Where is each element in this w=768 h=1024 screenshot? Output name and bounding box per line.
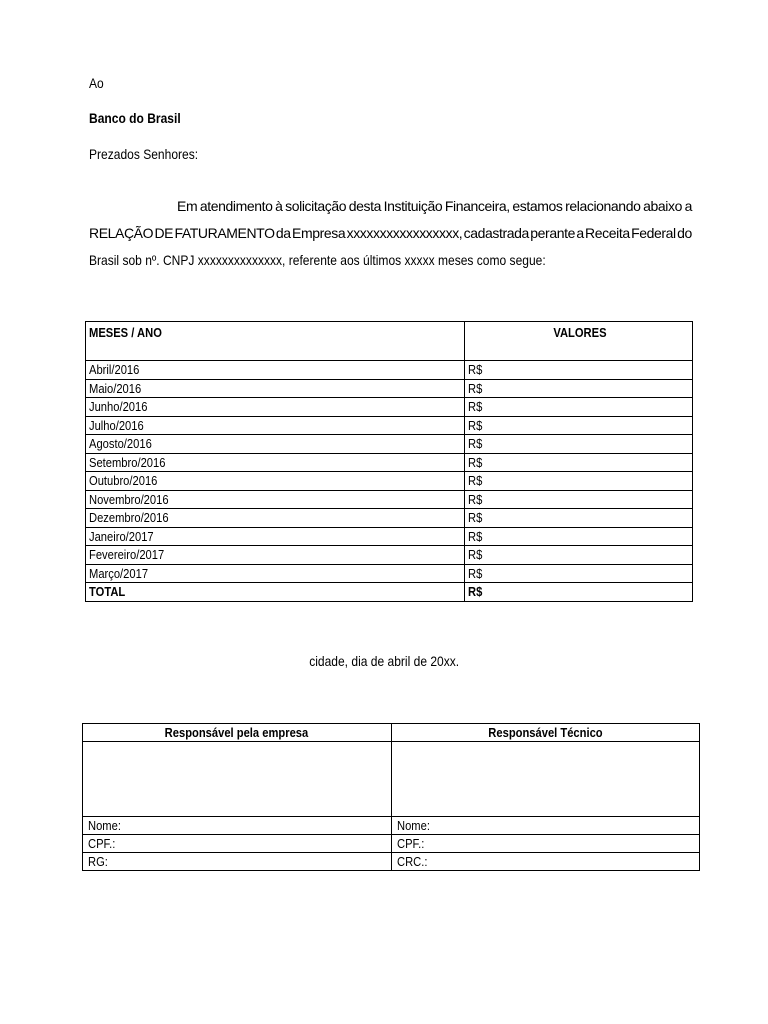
revenue-row xyxy=(86,546,693,565)
body-word: solicitação xyxy=(285,198,347,214)
bank-name: Banco do Brasil xyxy=(89,110,181,126)
left-signature-space xyxy=(83,742,392,817)
revenue-table-header xyxy=(86,322,693,361)
body-line-3: Brasil sob nº. CNPJ xxxxxxxxxxxxxx, referente aos últimos xxxxx meses como segue: xyxy=(89,252,546,268)
revenue-total-row xyxy=(86,583,693,602)
body-word: Financeira, xyxy=(444,198,510,214)
body-word: xxxxxxxxxxxxxxxxx, xyxy=(346,225,463,241)
value-cell: R$ xyxy=(464,379,692,398)
value-cell: R$ xyxy=(464,416,692,435)
body-word: DE xyxy=(154,225,174,241)
revenue-row xyxy=(86,527,693,546)
signature-field-row xyxy=(83,853,700,871)
right-field: Nome: xyxy=(391,817,700,835)
body-word: relacionando xyxy=(565,198,641,214)
value-cell: R$ xyxy=(464,490,692,509)
revenue-row xyxy=(86,361,693,380)
month-cell: Abril/2016 xyxy=(86,361,465,380)
signature-table-header xyxy=(83,724,700,742)
body-line-2 xyxy=(89,220,692,247)
body-word: RELAÇÃO xyxy=(89,225,154,241)
signature-field-row xyxy=(83,817,700,835)
body-word: da xyxy=(275,225,291,241)
left-field: RG: xyxy=(83,853,392,871)
body-line-1 xyxy=(89,193,692,220)
month-cell: Julho/2016 xyxy=(86,416,465,435)
body-word: abaixo xyxy=(643,198,682,214)
body-word: a xyxy=(576,225,584,241)
left-field: CPF.: xyxy=(83,835,392,853)
month-cell: Dezembro/2016 xyxy=(86,509,465,528)
signature-table xyxy=(82,723,700,871)
body-word: Em xyxy=(177,198,198,214)
month-cell: Junho/2016 xyxy=(86,398,465,417)
body-word: Instituição xyxy=(383,198,443,214)
value-cell: R$ xyxy=(464,435,692,454)
month-cell: Setembro/2016 xyxy=(86,453,465,472)
value-cell: R$ xyxy=(464,361,692,380)
value-cell: R$ xyxy=(464,453,692,472)
right-header: Responsável Técnico xyxy=(391,724,700,742)
month-cell: Fevereiro/2017 xyxy=(86,546,465,565)
body-word: do xyxy=(677,225,692,241)
body-word: Receita xyxy=(585,225,630,241)
place-date: cidade, dia de abril de 20xx. xyxy=(309,653,459,669)
body-word: atendimento xyxy=(199,198,273,214)
value-cell: R$ xyxy=(464,546,692,565)
revenue-row xyxy=(86,379,693,398)
revenue-row xyxy=(86,416,693,435)
value-cell: R$ xyxy=(464,509,692,528)
body-word: desta xyxy=(348,198,381,214)
body-word: Federal xyxy=(631,225,676,241)
revenue-row xyxy=(86,564,693,583)
revenue-row xyxy=(86,435,693,454)
header-value: VALORES xyxy=(464,322,692,361)
month-cell: Novembro/2016 xyxy=(86,490,465,509)
month-cell: Maio/2016 xyxy=(86,379,465,398)
revenue-row xyxy=(86,472,693,491)
value-cell: R$ xyxy=(464,564,692,583)
month-cell: Agosto/2016 xyxy=(86,435,465,454)
right-signature-space xyxy=(391,742,700,817)
right-field: CPF.: xyxy=(391,835,700,853)
value-cell: R$ xyxy=(464,527,692,546)
left-header: Responsável pela empresa xyxy=(83,724,392,742)
body-word: perante xyxy=(530,225,575,241)
signature-field-row xyxy=(83,835,700,853)
salutation-to: Ao xyxy=(89,75,104,91)
left-field: Nome: xyxy=(83,817,392,835)
revenue-row xyxy=(86,398,693,417)
signature-space-row xyxy=(83,742,700,817)
revenue-row xyxy=(86,490,693,509)
month-cell: Outubro/2016 xyxy=(86,472,465,491)
body-word: estamos xyxy=(512,198,563,214)
month-cell: Janeiro/2017 xyxy=(86,527,465,546)
greeting: Prezados Senhores: xyxy=(89,146,199,162)
body-word: à xyxy=(275,198,283,214)
value-cell: R$ xyxy=(464,472,692,491)
right-field: CRC.: xyxy=(391,853,700,871)
body-word: FATURAMENTO xyxy=(174,225,275,241)
header-month: MESES / ANO xyxy=(86,322,465,361)
revenue-row xyxy=(86,509,693,528)
total-value: R$ xyxy=(464,583,692,602)
revenue-table xyxy=(85,321,693,602)
revenue-row xyxy=(86,453,693,472)
total-label: TOTAL xyxy=(86,583,465,602)
body-word: cadastrada xyxy=(463,225,529,241)
value-cell: R$ xyxy=(464,398,692,417)
body-word: a xyxy=(684,198,692,214)
month-cell: Março/2017 xyxy=(86,564,465,583)
body-word: Empresa xyxy=(292,225,346,241)
body-paragraph xyxy=(89,193,692,274)
